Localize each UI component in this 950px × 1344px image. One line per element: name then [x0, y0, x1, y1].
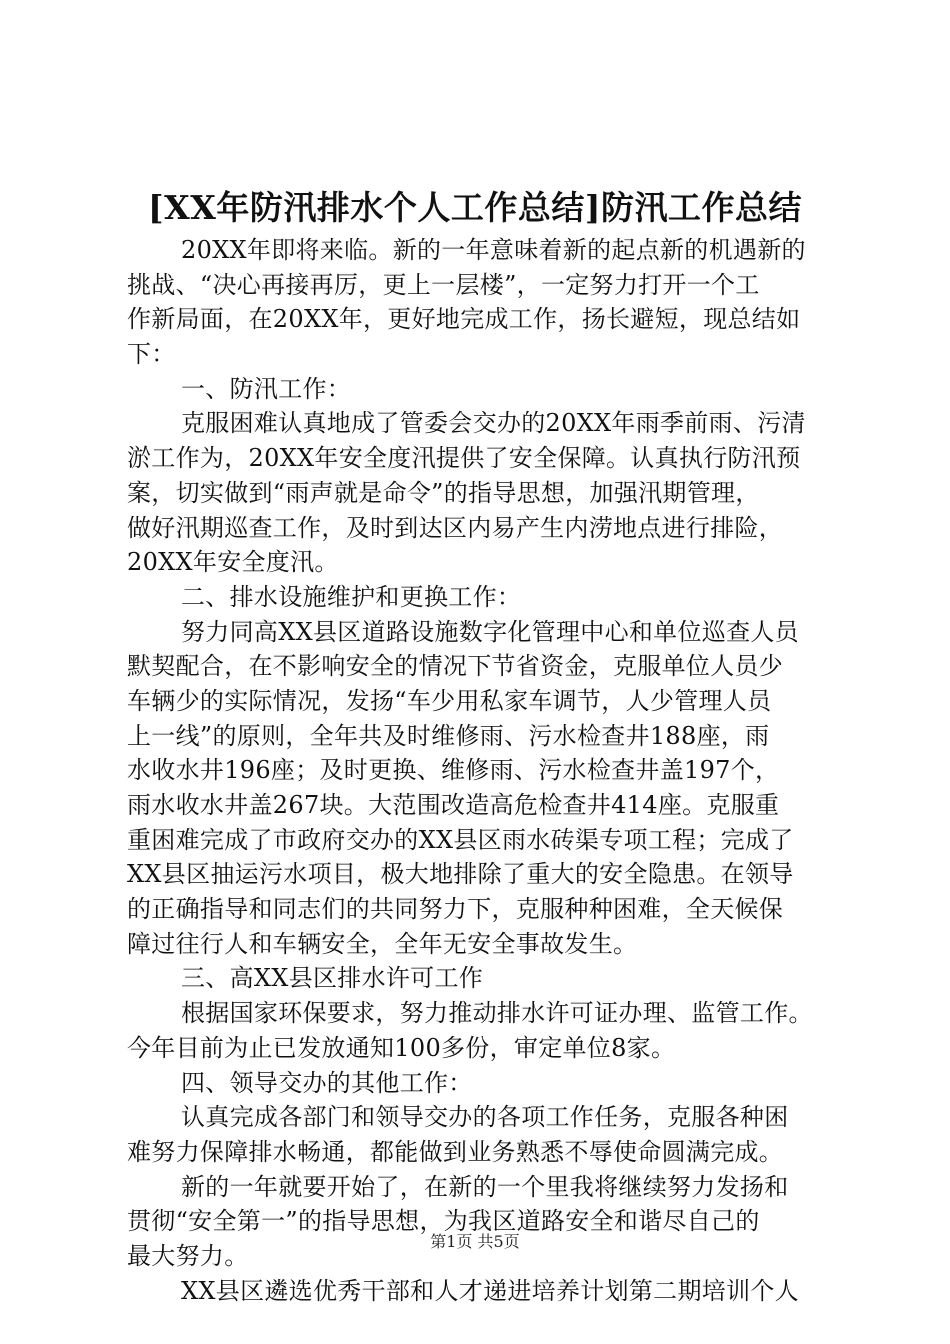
body-line: 车辆少的实际情况，发扬“车少用私家车调节，人少管理人员 — [127, 686, 772, 715]
body-line: 贯彻“安全第一”的指导思想，为我区道路安全和谐尽自己的 — [127, 1207, 760, 1236]
body-line: 20XX年即将来临。新的一年意味着新的起点新的机遇新的 — [181, 236, 806, 264]
body-line: 根据国家环保要求，努力推动排水许可证办理、监管工作。 — [181, 999, 813, 1028]
body-line: 今年目前为止已发放通知100多份，审定单位8家。 — [127, 1033, 676, 1062]
body-line: 四、领导交办的其他工作： — [181, 1068, 473, 1097]
body-line: 三、高XX县区排水许可工作 — [181, 964, 484, 993]
body-line: 默契配合，在不影响安全的情况下节省资金，克服单位人员少 — [127, 652, 784, 681]
body-line: 难努力保障排水畅通，都能做到业务熟悉不辱使命圆满完成。 — [127, 1137, 784, 1166]
body-line: 认真完成各部门和领导交办的各项工作任务，克服各种困 — [181, 1103, 789, 1132]
body-line: 作新局面，在20XX年，更好地完成工作，扬长避短，现总结如 — [127, 305, 801, 334]
body-line: 挑战、“决心再接再厉，更上一层楼”，一定努力打开一个工 — [127, 270, 760, 299]
body-line: 的正确指导和同志们的共同努力下，克服种种困难，全天候保 — [127, 895, 784, 924]
body-line: 重困难完成了市政府交办的XX县区雨水砖渠专项工程；完成了 — [127, 825, 794, 854]
body-line: 一、防汛工作： — [181, 374, 352, 403]
body-line: 20XX年安全度汛。 — [127, 548, 339, 577]
body-line: 水收水井196座；及时更换、维修雨、污水检查井盖197个， — [127, 756, 780, 785]
page-footer: 第1页 共5页 — [430, 1232, 520, 1251]
body-line: 新的一年就要开始了，在新的一个里我将继续努力发扬和 — [181, 1172, 789, 1201]
body-line: 雨水收水井盖267块。大范围改造高危检查井414座。克服重 — [127, 791, 780, 819]
body-line: 努力同高XX县区道路设施数字化管理中心和单位巡查人员 — [181, 617, 799, 646]
body-line: 上一线”的原则，全年共及时维修雨、污水检查井188座，雨 — [127, 721, 770, 750]
body-line: 最大努力。 — [127, 1241, 249, 1270]
body-line: 案，切实做到“雨声就是命令”的指导思想，加强汛期管理， — [127, 478, 760, 507]
body-line: 二、排水设施维护和更换工作： — [181, 582, 522, 611]
body-line: XX县区抽运污水项目，极大地排除了重大的安全隐患。在领导 — [127, 860, 794, 889]
document-title: [XX年防汛排水个人工作总结]防汛工作总结 — [148, 188, 802, 227]
body-line: 下： — [127, 340, 176, 369]
document-body — [127, 233, 837, 1308]
body-line: XX县区遴选优秀干部和人才递进培养计划第二期培训个人 — [181, 1276, 799, 1305]
body-line: 克服困难认真地成了管委会交办的20XX年雨季前雨、污清 — [181, 409, 806, 438]
body-line: 淤工作为，20XX年安全度汛提供了安全保障。认真执行防汛预 — [127, 444, 801, 473]
body-line: 做好汛期巡查工作，及时到达区内易产生内涝地点进行排险， — [127, 513, 784, 542]
body-line: 障过往行人和车辆安全，全年无安全事故发生。 — [127, 929, 638, 958]
